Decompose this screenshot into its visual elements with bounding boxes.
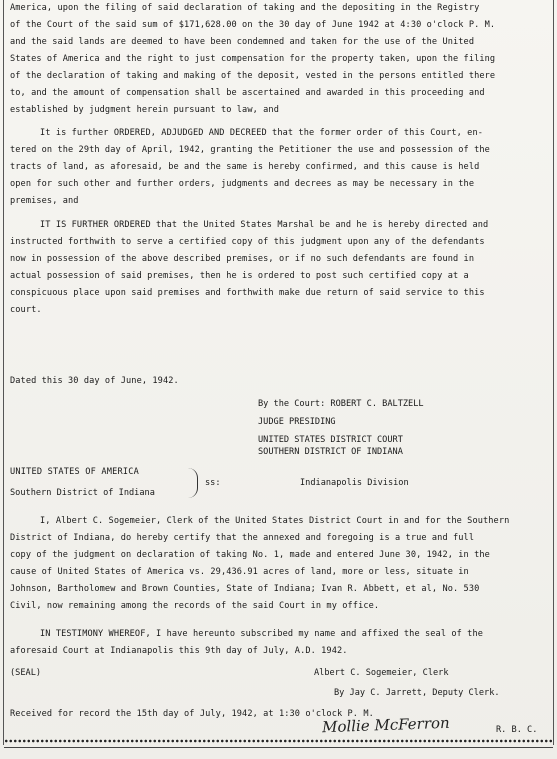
- text-line: actual possession of said premises, then he is ordered to post such certified copy at a: [10, 271, 469, 281]
- text-line: tered on the 29th day of April, 1942, granting the Petitioner the use and possession of the: [10, 145, 490, 155]
- seal-label: (SEAL): [10, 668, 42, 678]
- text-line: of the Court of the said sum of $171,628.00 on the 30 day of June 1942 at 4:30 o'clock P. M.: [10, 20, 496, 30]
- text-line: I, Albert C. Sogemeier, Clerk of the United States District Court in and for the Southern: [40, 516, 510, 526]
- left-margin-rule: [3, 0, 4, 745]
- text-line: conspicuous place upon said premises and forthwith make due return of said service to this: [10, 288, 485, 298]
- text-line: States of America and the right to just compensation for the property taken, upon the filing: [10, 54, 496, 64]
- caption-ss: ss:: [205, 478, 221, 488]
- text-line: now in possession of the above described premises, or if no such defendants are found in: [10, 254, 475, 264]
- text-line: premises, and: [10, 196, 79, 206]
- text-line: established by judgment herein pursuant to law, and: [10, 105, 279, 115]
- text-line: District of Indiana, do hereby certify that the annexed and foregoing is a true and full: [10, 533, 475, 543]
- text-line: It is further ORDERED, ADJUDGED AND DECREED that the former order of this Court, en-: [40, 128, 484, 138]
- by-the-court: By the Court: ROBERT C. BALTZELL: [258, 399, 424, 409]
- caption-district: Southern District of Indiana: [10, 488, 155, 498]
- text-line: open for such other and further orders, judgments and decrees as may be necessary in the: [10, 179, 475, 189]
- caption-brace: [187, 468, 198, 498]
- district-name: SOUTHERN DISTRICT OF INDIANA: [258, 447, 403, 457]
- recorder-signature: Mollie McFerron: [321, 713, 450, 737]
- bottom-rule: [4, 747, 553, 748]
- text-line: America, upon the filing of said declaration of taking and the depositing in the Registry: [10, 3, 480, 13]
- caption-state: UNITED STATES OF AMERICA: [10, 467, 139, 477]
- text-line: to, and the amount of compensation shall be ascertained and awarded in this proceeding and: [10, 88, 485, 98]
- text-line: IN TESTIMONY WHEREOF, I have hereunto subscribed my name and affixed the seal of the: [40, 629, 484, 639]
- text-line: of the declaration of taking and making of the deposit, vested in the persons entitled there: [10, 71, 496, 81]
- text-line: copy of the judgment on declaration of taking No. 1, made and entered June 30, 1942, in the: [10, 550, 490, 560]
- dated-line: Dated this 30 day of June, 1942.: [10, 376, 179, 386]
- text-line: IT IS FURTHER ORDERED that the United States Marshal be and he is hereby directed and: [40, 220, 489, 230]
- right-margin-rule: [553, 0, 554, 745]
- recorder-title: R. B. C.: [496, 725, 538, 735]
- text-line: tracts of land, as aforesaid, be and the same is hereby confirmed, and this cause is held: [10, 162, 480, 172]
- court-signature-block: [258, 398, 424, 458]
- text-line: instructed forthwith to serve a certified copy of this judgment upon any of the defendants: [10, 237, 485, 247]
- deputy-clerk: By Jay C. Jarrett, Deputy Clerk.: [334, 688, 500, 698]
- text-line: Johnson, Bartholomew and Brown Counties, State of Indiana; Ivan R. Abbett, et al, No. 530: [10, 584, 480, 594]
- judge-presiding: JUDGE PRESIDING: [258, 417, 336, 427]
- text-line: and the said lands are deemed to have been condemned and taken for the use of the United: [10, 37, 475, 47]
- received-line: Received for record the 15th day of July, 1942, at 1:30 o'clock P. M.: [10, 709, 374, 719]
- text-line: court.: [10, 305, 42, 315]
- text-line: Civil, now remaining among the records of the said Court in my office.: [10, 601, 380, 611]
- caption-division: Indianapolis Division: [300, 478, 409, 488]
- asterisk-separator: [4, 738, 553, 744]
- text-line: aforesaid Court at Indianapolis this 9th day of July, A.D. 1942.: [10, 646, 348, 656]
- clerk-signature: Albert C. Sogemeier, Clerk: [314, 668, 449, 678]
- court-name: UNITED STATES DISTRICT COURT: [258, 435, 403, 445]
- text-line: cause of United States of America vs. 29,436.91 acres of land, more or less, situate in: [10, 567, 469, 577]
